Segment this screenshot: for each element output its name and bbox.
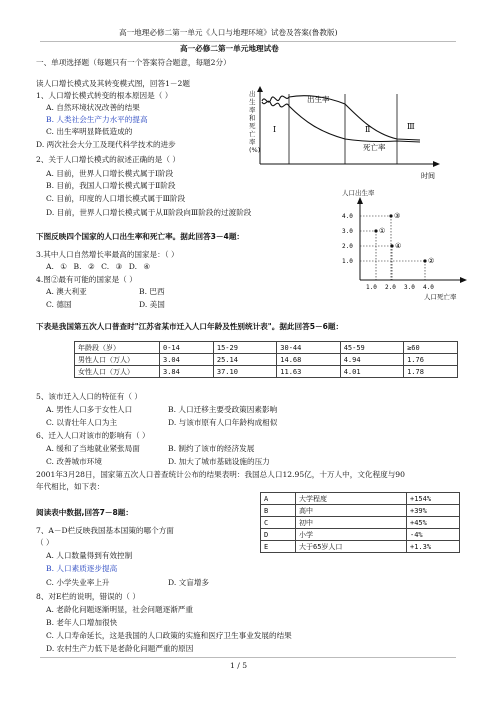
table-cell: 1.76	[404, 354, 458, 366]
chart1-y-axis-label: 出生率和死亡率(%)	[249, 90, 261, 154]
table-cell: 大学程度	[296, 493, 407, 505]
q7-option-d: D. 文盲增多	[168, 578, 210, 587]
point-2	[423, 259, 426, 262]
q6-option-c: C. 改善城市环境	[46, 457, 102, 466]
page-number: 1 / 5	[230, 661, 248, 670]
population-growth-model-chart	[255, 84, 460, 182]
intro-q7-8: 阅读表中数据,回答7－8题：	[36, 508, 133, 517]
q4-stem: 4.图②最有可能的国家是（ ）	[36, 275, 137, 284]
y-tick-4: 4.0	[342, 213, 353, 220]
chart2-x-arrow	[460, 277, 467, 283]
birth-death-rate-chart	[340, 196, 480, 302]
table-cell: 14.68	[277, 354, 340, 366]
q5-option-a: A. 男性人口多于女性人口	[46, 405, 133, 414]
y-tick-2: 2.0	[342, 243, 353, 250]
point-1	[374, 229, 377, 232]
table-cell: 37.10	[213, 366, 276, 378]
q1-option-d: D. 两次社会大分工及现代科学技术的进步	[36, 140, 176, 149]
point-3-label: ③	[394, 212, 401, 220]
q6-option-d: D. 加大了城市基础设施的压力	[168, 457, 270, 466]
table-cell: 0-14	[160, 342, 214, 354]
table-row	[75, 342, 458, 354]
birth-rate-label: 出生率	[307, 95, 330, 104]
x-tick-4: 4.0	[423, 284, 434, 291]
q8-option-b: B. 老年人口增加很快	[46, 618, 118, 627]
q2-option-b: B. 目前，我国人口增长模式属于Ⅱ阶段	[46, 181, 176, 190]
footer-divider	[40, 657, 456, 658]
table-cell: 4.01	[340, 366, 403, 378]
stage-1-label: Ⅰ	[273, 125, 277, 134]
q1-option-a: A. 自然环境状况改善的结果	[46, 103, 140, 112]
q2-option-c: C. 目前，印度的人口增长模式属于Ⅲ阶段	[46, 194, 186, 203]
q2-option-d: D. 目前，世界人口增长模式属于从Ⅱ阶段向Ⅲ阶段的过渡阶段	[46, 208, 252, 217]
table-cell: ≥60	[404, 342, 458, 354]
q5-option-d: D. 与该市原有人口年龄构成相似	[168, 418, 278, 427]
chart2-x-axis-label: 人口死亡率	[424, 293, 457, 301]
table-cell: -4%	[407, 529, 460, 541]
q4-option-d: D. 美国	[139, 300, 165, 309]
y-tick-3: 3.0	[342, 228, 353, 235]
q7-option-c: C. 小学失业率上升	[46, 578, 110, 587]
table-row	[75, 354, 458, 366]
stage-3-label: Ⅲ	[407, 122, 415, 131]
table-cell: 年龄段（岁）	[75, 342, 160, 354]
q5-stem: 5、该市迁入人口的特征有（ ）	[36, 392, 142, 401]
table-row	[75, 366, 458, 378]
intro-q1-2: 读人口增长模式及其转变模式图，回答1－2题	[36, 79, 190, 88]
intro-q5-6: 下表是我国第五次人口普查时"江苏省某市迁入人口年龄及性别统计表"。据此回答5－6题：	[36, 322, 344, 331]
document-title: 高一地理必修二第一单元《人口与地理环境》试卷及答案(鲁教版)	[119, 28, 338, 37]
table-cell: 3.84	[160, 366, 214, 378]
point-2-label: ②	[428, 257, 435, 265]
table-cell: A	[261, 493, 296, 505]
q2-stem: 2、关于人口增长模式的叙述正确的是（ ）	[36, 155, 180, 164]
q7-stem: 7、A－D栏反映我国基本国策的哪个方面	[36, 526, 174, 535]
q4-option-b: B. 巴西	[139, 287, 165, 296]
table-cell: +1.3%	[407, 541, 460, 553]
q5-option-c: C. 以青壮年人口为主	[46, 418, 118, 427]
table-cell: D	[261, 529, 296, 541]
q7-option-a: A. 人口数量得到有效控制	[46, 551, 133, 560]
q4-option-c: C. 德国	[46, 300, 72, 309]
table-cell: 25.14	[213, 354, 276, 366]
point-4	[390, 244, 393, 247]
census-paragraph-line1: 2001年3月28日，国家第五次人口普查统计公布的结果表明：我国总人口12.95亿，十万人中，文化程度与90	[36, 470, 405, 479]
table-cell: B	[261, 505, 296, 517]
chart2-y-axis-label: 人口出生率	[342, 189, 375, 197]
q7-paren: （ ）	[36, 538, 54, 547]
census-paragraph-line2: 年代相比，如下表：	[36, 482, 105, 491]
table-cell: 1.78	[404, 366, 458, 378]
table-cell: 初中	[296, 517, 407, 529]
migrant-age-table	[74, 341, 458, 378]
q8-option-a: A. 老龄化问题逐渐明显，社会问题逐渐严重	[46, 605, 193, 614]
q1-option-c: C. 出生率明显降低造成的	[46, 127, 133, 136]
table-row	[261, 493, 460, 505]
table-cell: 高中	[296, 505, 407, 517]
q6-option-a: A. 缓和了当地就业紧张局面	[46, 444, 140, 453]
table-cell: 女性人口（万人）	[75, 366, 160, 378]
table-row	[261, 529, 460, 541]
q7-option-b: B. 人口素质逐步提高	[46, 564, 118, 573]
table-cell: 3.04	[160, 354, 214, 366]
point-3	[389, 214, 392, 217]
table-cell: E	[261, 541, 296, 553]
table-cell: 15-29	[213, 342, 276, 354]
intro-q3-4: 下图反映四个国家的人口出生率和死亡率。据此回答3－4题：	[36, 232, 245, 241]
table-cell: 大于65岁人口	[296, 541, 407, 553]
time-axis-label: 时间	[421, 172, 435, 180]
death-rate-label: 死亡率	[363, 143, 386, 152]
q8-stem: 8、对E栏的说明，错误的（ ）	[36, 592, 140, 601]
table-cell: 4.94	[340, 354, 403, 366]
table-cell: 30-44	[277, 342, 340, 354]
q8-option-d: D. 农村生产力低下是老龄化问题严重的原因	[46, 644, 194, 653]
q8-option-c: C. 人口寿命延长，这是我国的人口政策的实施和医疗卫生事业发展的结果	[46, 631, 292, 640]
exam-heading: 高一必修二第一单元地理试卷	[180, 44, 279, 53]
stage-2-label: Ⅱ	[365, 125, 371, 134]
q3-options: A. ① B. ② C. ③ D. ④	[46, 262, 151, 271]
table-cell: +45%	[407, 517, 460, 529]
birth-rate-curve	[262, 96, 420, 140]
point-4-label: ④	[395, 242, 402, 250]
table-cell: +39%	[407, 505, 460, 517]
y-tick-1: 1.0	[342, 258, 353, 265]
table-cell: C	[261, 517, 296, 529]
x-tick-2: 2.0	[385, 284, 396, 291]
table-cell: 小学	[296, 529, 407, 541]
q2-option-a: A. 目前，世界人口增长模式属于Ⅰ阶段	[46, 169, 174, 178]
table-row	[261, 517, 460, 529]
q1-stem: 1、人口增长模式转变的根本原因是（ ）	[36, 91, 173, 100]
q3-stem: 3.其中人口自然增长率最高的国家是：（ ）	[36, 250, 179, 259]
table-row	[261, 505, 460, 517]
q1-option-b: B. 人类社会生产力水平的提高	[46, 115, 148, 124]
q4-option-a: A. 澳大利亚	[46, 287, 87, 296]
section-title: 一、单项选择题（每题只有一个答案符合题意，每题2分）	[36, 58, 231, 67]
q5-option-b: B. 人口迁移主要受政策因素影响	[168, 405, 278, 414]
table-cell: 45-59	[340, 342, 403, 354]
table-cell: 男性人口（万人）	[75, 354, 160, 366]
chart1-x-arrow	[433, 161, 440, 167]
q6-stem: 6、迁入人口对该市的影响有（ ）	[36, 431, 150, 440]
x-tick-1: 1.0	[366, 284, 377, 291]
table-cell: +154%	[407, 493, 460, 505]
chart2-y-arrow	[357, 197, 363, 204]
education-change-table	[260, 492, 460, 553]
death-rate-curve	[262, 101, 420, 142]
point-1-label: ①	[379, 227, 386, 235]
q6-option-b: B. 制约了该市的经济发展	[168, 444, 255, 453]
header-divider	[40, 41, 456, 42]
table-cell: 11.63	[277, 366, 340, 378]
table-row	[261, 541, 460, 553]
x-tick-3: 3.0	[404, 284, 415, 291]
